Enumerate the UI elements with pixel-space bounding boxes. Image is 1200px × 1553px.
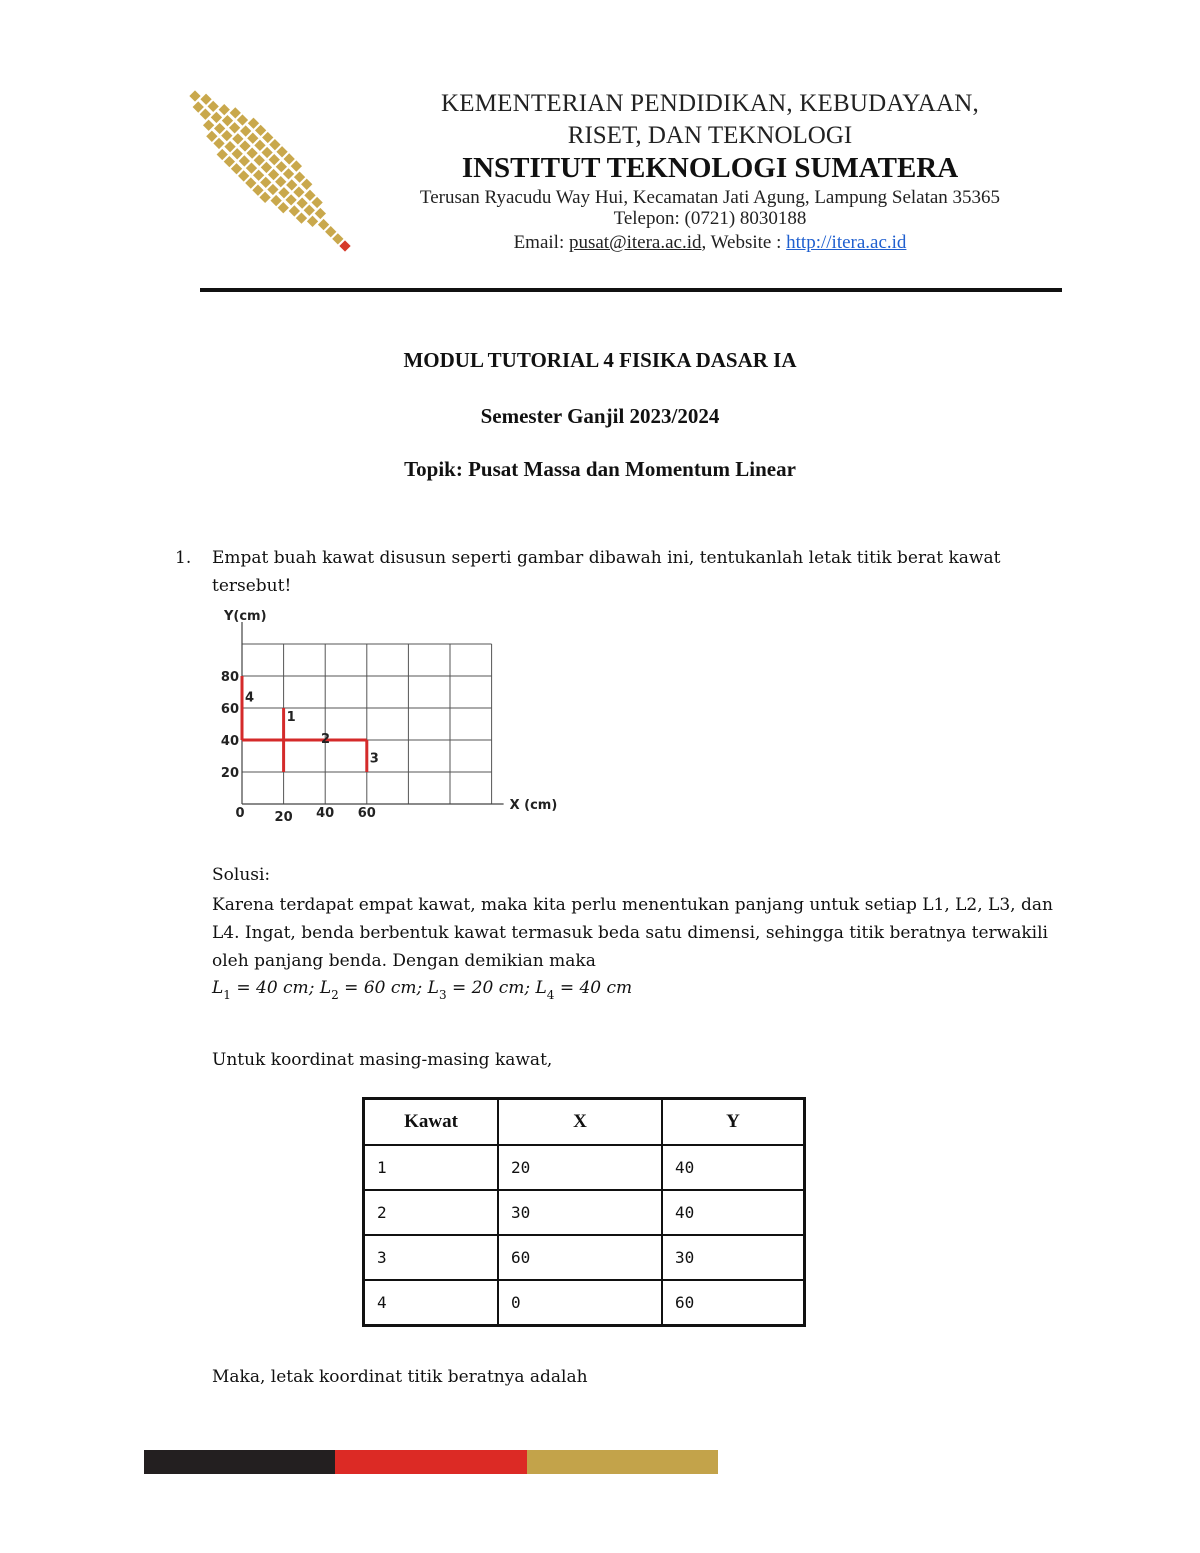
logo-diamond bbox=[259, 192, 270, 203]
topic-title: Topik: Pusat Massa dan Momentum Linear bbox=[404, 457, 796, 481]
length-term bbox=[212, 978, 320, 1002]
x-axis-label: X (cm) bbox=[509, 798, 558, 813]
cell-kawat: 1 bbox=[364, 1145, 499, 1190]
logo-diamond bbox=[304, 205, 315, 216]
length-value: 60 cm bbox=[363, 978, 417, 998]
logo-diamond bbox=[213, 138, 224, 149]
table-header-row bbox=[364, 1099, 805, 1146]
logo-diamond bbox=[200, 94, 211, 105]
logo-diamond bbox=[284, 153, 295, 164]
y-tick-label: 80 bbox=[220, 670, 239, 685]
logo-diamond bbox=[224, 141, 235, 152]
itera-sumatra-logo-icon bbox=[183, 86, 363, 266]
logo-diamond bbox=[203, 120, 214, 131]
separator: ; bbox=[524, 978, 536, 998]
equals-sign: = bbox=[554, 978, 580, 998]
x-tick-label: 40 bbox=[316, 806, 335, 821]
logo-diamond bbox=[268, 169, 279, 180]
logo-diamond bbox=[247, 133, 258, 144]
x-tick-label: 20 bbox=[274, 810, 293, 825]
logo-diamond bbox=[304, 190, 315, 201]
logo-diamond bbox=[231, 163, 242, 174]
logo-diamond bbox=[325, 226, 336, 237]
logo-diamond bbox=[301, 179, 312, 190]
logo-diamond bbox=[222, 115, 233, 126]
logo-diamond bbox=[285, 194, 296, 205]
solution-paragraph: Karena terdapat empat kawat, maka kita perlu menentukan panjang untuk setiap L1, L2, L3, dan L4. Ingat, benda berbentuk kawat termasuk beda satu dimensi, sehingga titik beratnya terwakili oleh panjang benda. Dengan demikian maka bbox=[212, 895, 1053, 971]
logo-diamond bbox=[286, 179, 297, 190]
length-value: 20 cm bbox=[471, 978, 525, 998]
logo-diamond bbox=[275, 176, 286, 187]
length-value: 40 cm bbox=[579, 978, 633, 998]
footer-color-bar bbox=[144, 1450, 718, 1474]
logo-diamond bbox=[230, 107, 241, 118]
wire-diagram bbox=[210, 600, 580, 830]
logo-diamond bbox=[229, 122, 240, 133]
coordinate-label: Untuk koordinat masing-masing kawat, bbox=[212, 1050, 553, 1070]
x-tick-label: 60 bbox=[357, 806, 376, 821]
closing-sentence: Maka, letak koordinat titik beratnya adalah bbox=[212, 1367, 588, 1387]
email-link[interactable]: pusat@itera.ac.id bbox=[568, 232, 702, 253]
wire-coordinate-table bbox=[362, 1097, 806, 1327]
length-symbol: L bbox=[319, 978, 332, 998]
logo-diamond bbox=[217, 149, 228, 160]
logo-diamond bbox=[246, 162, 257, 173]
logo-diamond bbox=[283, 168, 294, 179]
footer-segment-black bbox=[144, 1450, 335, 1474]
logo-diamond bbox=[261, 147, 272, 158]
separator: ; bbox=[308, 978, 320, 998]
header-y: Y bbox=[662, 1099, 805, 1146]
header-kawat: Kawat bbox=[364, 1099, 499, 1146]
length-subscript: 1 bbox=[223, 988, 231, 1002]
logo-diamond bbox=[206, 131, 217, 142]
cell-x: 30 bbox=[498, 1190, 662, 1235]
cell-y: 30 bbox=[662, 1235, 805, 1280]
logo-diamond bbox=[239, 155, 250, 166]
email-prefix: Email: bbox=[513, 232, 569, 253]
cell-x: 0 bbox=[498, 1280, 662, 1326]
logo-diamond bbox=[211, 112, 222, 123]
footer-segment-gold bbox=[527, 1450, 718, 1474]
logo-diamond bbox=[232, 148, 243, 159]
logo-diamond bbox=[208, 101, 219, 112]
website-prefix: , Website : bbox=[701, 232, 787, 253]
logo-diamond bbox=[318, 219, 329, 230]
website-link[interactable]: http://itera.ac.id bbox=[786, 232, 907, 253]
logo-diamond bbox=[262, 132, 273, 143]
header-x: X bbox=[498, 1099, 662, 1146]
wire-label-4: 4 bbox=[245, 690, 255, 706]
length-symbol: L bbox=[212, 978, 224, 998]
length-term bbox=[427, 978, 536, 1002]
logo-diamond bbox=[193, 101, 204, 112]
logo-diamond bbox=[311, 197, 322, 208]
logo-diamond bbox=[291, 160, 302, 171]
header-institute-name: INSTITUT TEKNOLOGI SUMATERA bbox=[461, 152, 959, 184]
logo-diamond bbox=[221, 130, 232, 141]
logo-diamond bbox=[232, 133, 243, 144]
length-subscript: 3 bbox=[438, 988, 447, 1002]
y-tick-label: 20 bbox=[220, 766, 239, 781]
wire-label-2: 2 bbox=[321, 732, 331, 748]
length-term bbox=[319, 978, 428, 1002]
table-row bbox=[364, 1235, 805, 1280]
cell-kawat: 3 bbox=[364, 1235, 499, 1280]
logo-diamond bbox=[214, 123, 225, 134]
header-divider bbox=[200, 288, 1062, 292]
logo-diamond bbox=[189, 90, 200, 101]
x-tick-label: 0 bbox=[235, 806, 245, 821]
logo-diamond bbox=[332, 233, 343, 244]
header-phone: Telepon: (0721) 8030188 bbox=[613, 208, 807, 229]
table-row bbox=[364, 1190, 805, 1235]
logo-diamond bbox=[253, 170, 264, 181]
length-subscript: 2 bbox=[331, 988, 339, 1002]
length-term bbox=[535, 978, 633, 1002]
logo-diamond bbox=[239, 140, 250, 151]
logo-diamond bbox=[294, 171, 305, 182]
cell-x: 20 bbox=[498, 1145, 662, 1190]
logo-diamond bbox=[269, 139, 280, 150]
length-subscript: 4 bbox=[546, 988, 555, 1002]
logo-diamond bbox=[339, 240, 350, 251]
logo-diamond bbox=[240, 125, 251, 136]
semester-title: Semester Ganjil 2023/2024 bbox=[480, 404, 720, 428]
logo-diamond bbox=[254, 140, 265, 151]
header-ministry-line2: RISET, DAN TEKNOLOGI bbox=[567, 122, 853, 149]
equals-sign: = bbox=[446, 978, 472, 998]
logo-diamond bbox=[267, 184, 278, 195]
cell-kawat: 2 bbox=[364, 1190, 499, 1235]
equals-sign: = bbox=[338, 978, 364, 998]
logo-diamond bbox=[260, 177, 271, 188]
logo-diamond bbox=[296, 197, 307, 208]
header-address: Terusan Ryacudu Way Hui, Kecamatan Jati Agung, Lampung Selatan 35365 bbox=[419, 187, 1001, 208]
header-contact bbox=[360, 232, 1060, 254]
wire-label-1: 1 bbox=[286, 709, 296, 725]
length-formula bbox=[212, 978, 632, 1002]
logo-diamond bbox=[307, 216, 318, 227]
cell-x: 60 bbox=[498, 1235, 662, 1280]
module-title: MODUL TUTORIAL 4 FISIKA DASAR IA bbox=[403, 348, 797, 372]
logo-diamond bbox=[270, 195, 281, 206]
table-row bbox=[364, 1280, 805, 1326]
logo-diamond bbox=[200, 109, 211, 120]
solution-label: Solusi: bbox=[212, 865, 271, 885]
length-symbol: L bbox=[427, 978, 439, 998]
logo-diamond bbox=[269, 154, 280, 165]
logo-diamond bbox=[238, 170, 249, 181]
separator: ; bbox=[416, 978, 428, 998]
wire-label-3: 3 bbox=[369, 751, 379, 767]
logo-diamond bbox=[248, 118, 259, 129]
logo-diamond bbox=[296, 212, 307, 223]
logo-diamond bbox=[246, 147, 257, 158]
y-tick-label: 40 bbox=[220, 734, 239, 749]
footer-segment-red bbox=[335, 1450, 526, 1474]
logo-diamond bbox=[315, 208, 326, 219]
logo-diamond bbox=[237, 114, 248, 125]
equals-sign: = bbox=[230, 978, 256, 998]
logo-diamond bbox=[278, 202, 289, 213]
logo-diamond bbox=[245, 177, 256, 188]
logo-diamond bbox=[255, 125, 266, 136]
table-row bbox=[364, 1145, 805, 1190]
logo-diamond bbox=[219, 104, 230, 115]
logo-diamond bbox=[254, 155, 265, 166]
question-number: 1. bbox=[175, 548, 192, 568]
header-ministry-line1: KEMENTERIAN PENDIDIKAN, KEBUDAYAAN, bbox=[441, 90, 979, 117]
logo-diamond bbox=[276, 161, 287, 172]
cell-kawat: 4 bbox=[364, 1280, 499, 1326]
logo-diamond bbox=[261, 162, 272, 173]
logo-diamond bbox=[293, 186, 304, 197]
length-value: 40 cm bbox=[256, 978, 309, 998]
logo-diamond bbox=[276, 146, 287, 157]
cell-y: 60 bbox=[662, 1280, 805, 1326]
logo-diamond bbox=[289, 205, 300, 216]
cell-y: 40 bbox=[662, 1190, 805, 1235]
y-axis-label: Y(cm) bbox=[224, 609, 267, 624]
length-symbol: L bbox=[535, 978, 547, 998]
logo-diamond bbox=[252, 185, 263, 196]
logo-diamond bbox=[224, 156, 235, 167]
cell-y: 40 bbox=[662, 1145, 805, 1190]
question-text: Empat buah kawat disusun seperti gambar dibawah ini, tentukanlah letak titik berat kawat tersebut! bbox=[212, 548, 1001, 596]
logo-diamond bbox=[278, 187, 289, 198]
y-tick-label: 60 bbox=[220, 702, 239, 717]
